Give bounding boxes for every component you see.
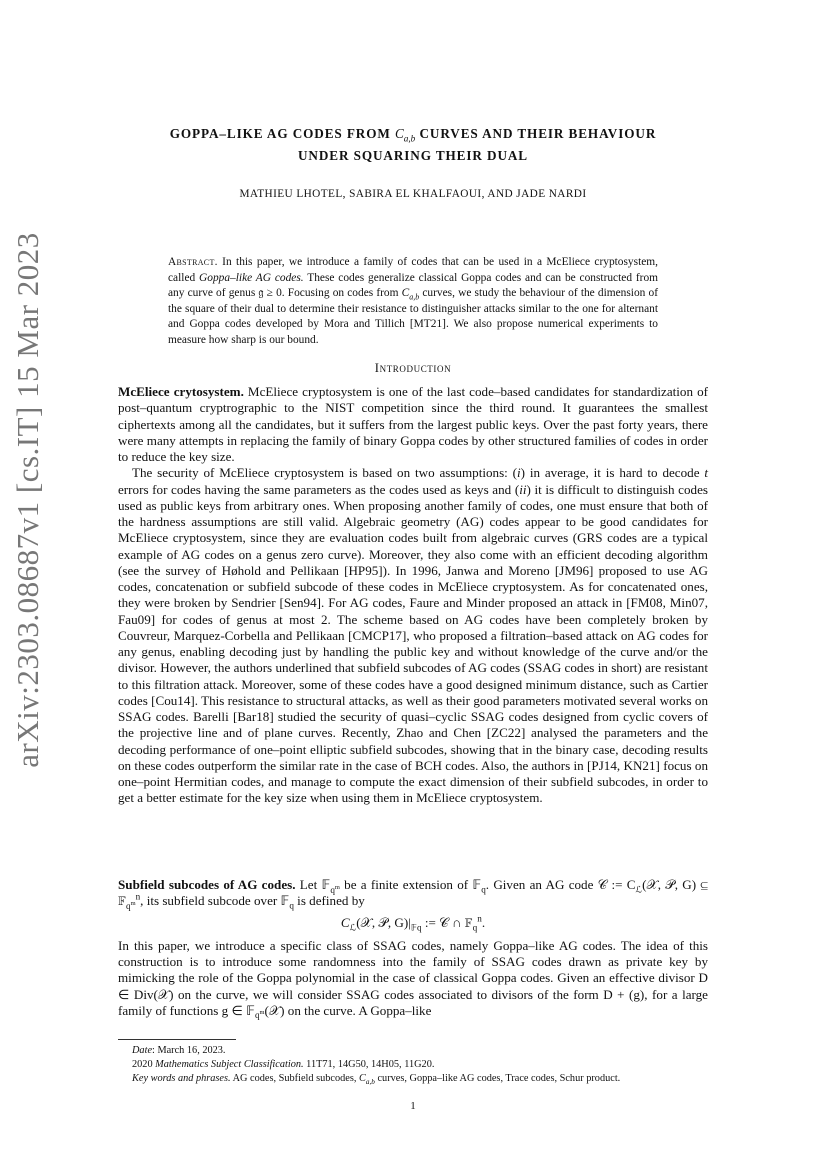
section-heading-introduction: Introduction <box>374 361 452 375</box>
abstract-label: Abstract. <box>168 256 218 268</box>
author-list: MATHIEU LHOTEL, SABIRA EL KHALFAOUI, AND JADE NARDI <box>239 188 587 200</box>
footnote-date: Date: March 16, 2023. <box>132 1045 226 1056</box>
footnotes <box>118 1044 708 1087</box>
abstract: Abstract. In this paper, we introduce a family of codes that can be used in a McEliece cryptosystem, called Goppa–like AG codes. These codes generalize classical Goppa codes and can be constructed from any curve of genus 𝔤 ≥ 0. Focusing on codes from $C_{a,b}$ curves, we study the behaviour of the dimension of the square of their dual to determine their resistance to distinguisher attacks similar to the one for alternant and Goppa codes developed by Mora and Tillich [MT21]. We also propose numerical experiments to measure how sharp is our bound. <box>168 256 659 346</box>
title-math: $C_{a,b}$ <box>394 126 416 144</box>
footnote-msc: 2020 Mathematics Subject Classification. 11T71, 14G50, 14H05, 11G20. <box>132 1059 435 1071</box>
body-text-block-1 <box>118 384 708 807</box>
footnote-rule <box>118 1039 236 1040</box>
page-number: 1 <box>410 1100 416 1112</box>
paragraph-heading: McEliece crytosystem. <box>118 384 244 399</box>
display-equation: $C_ℒ(𝒳$, 𝒫, $G)|_{𝔽q}$ := 𝒞 ∩ 𝔽$_q^n$. <box>340 913 486 933</box>
paragraph-heading: Subfield subcodes of AG codes. <box>118 877 296 892</box>
footnote-keywords: Key words and phrases. AG codes, Subfield subcodes, $C_{a,b}$ curves, Goppa–like AG codes, Trace codes, Schur product. <box>132 1073 621 1087</box>
paragraph-mceliece: McEliece crytosystem. McEliece cryptosystem is one of the last code–based candidates for standardization of post–quantum cryptrographic to the NIST competition since the third round. It guarantees the smallest ciphertexts among all the candidates, but it suffers from the largest public keys. Over the past forty years, there were many attempts in replacing the family of binary Goppa codes by other structured families of codes in order to reduce the key size. <box>118 384 708 464</box>
paper-title: GOPPA–LIKE AG CODES FROM $C_{a,b}$ CURVES AND THEIR BEHAVIOUR UNDER SQUARING THEIR DUAL <box>169 126 657 163</box>
paragraph-goppa-like: In this paper, we introduce a specific class of SSAG codes, namely Goppa–like AG codes. The idea of this construction is to introduce some randomness into the family of SSAG codes drawn as private key by mimicking the role of the Goppa polynomial in the case of classical Goppa codes. Given an effective divisor D ∈ Div(𝒳) on the curve, we will consider SSAG codes associated to divisors of the form D + (g), for a large family of functions g ∈ 𝔽$_{q^m}$(𝒳) on the curve. A Goppa–like <box>118 937 708 1021</box>
paragraph-subfield-subcodes: Subfield subcodes of AG codes. Let 𝔽$_{q^m}$ be a finite extension of 𝔽$_q$. Given an AG code 𝒞 := $C_ℒ(𝒳$, 𝒫, G) ⊆ 𝔽$_{q^m}^n$, its subfield subcode over 𝔽$_q$ is defined by <box>118 877 708 911</box>
arxiv-sidebar-stamp: arXiv:2303.08687v1 [cs.IT] 15 Mar 2023 <box>10 232 45 768</box>
body-text-block-2 <box>118 877 708 1019</box>
paragraph-security: The security of McEliece cryptosystem is based on two assumptions: (i) in average, it is hard to decode t errors for codes having the same parameters as the codes used as keys and (ii) it is difficult to distinguish codes used as public keys from arbitrary ones. When proposing another family of codes, one must ensure that both of the hardness assumptions are still valid. Algebraic geometry (AG) codes appear to be good candidates for McEliece cryptosystem, since they are evaluation codes built from algebraic curves (GRS codes are a typical example of AG codes on a genus zero curve). Moreover, they also come with an efficient decoding algorithm (see the survey of Høhold and Pellikaan [HP95]). In 1996, Janwa and Moreno [JM96] proposed to use AG codes, concatenation or subfield subcode of these codes in McEliece cryptosystem. As for concatenated ones, they were broken by Sendrier [Sen94]. For AG codes, Faure and Minder proposed an attack in [FM08, Min07, Fau09] for codes of genus at most 2. The scheme based on AG codes have been completely broken by Couvreur, Marquez-Corbella and Pellikaan [CMCP17], who proposed a filtration–based attack on AG codes for any genus, enabling decoding just by handling the public key and without knowledge of the curve and/or the divisor. However, the authors underlined that subfield subcodes of AG codes (SSAG codes in short) are resistant to this filtration attack. Moreover, some of these codes have a good designed minimum distance, such as Cartier codes [Cou14]. This resistance to structural attacks, as well as their good parameters motivated several works on SSAG codes. Barelli [Bar18] studied the security of quasi–cyclic SSAG codes designed from cyclic covers of the projective line and of plane curves. Recently, Zhao and Chen [ZC22] analysed the parameters and the decoding performance of one–point elliptic subfield subcodes, showing that in the binary case, decoding results on these codes outperform the similar rate in the case of BCH codes. Also, the authors in [PJ14, KN21] focus on one–point Hermitian codes, and manage to compute the exact dimension of their subfield subcodes, in order to get a better estimate for the key size when using them in McEliece cryptosystem. <box>118 465 708 806</box>
